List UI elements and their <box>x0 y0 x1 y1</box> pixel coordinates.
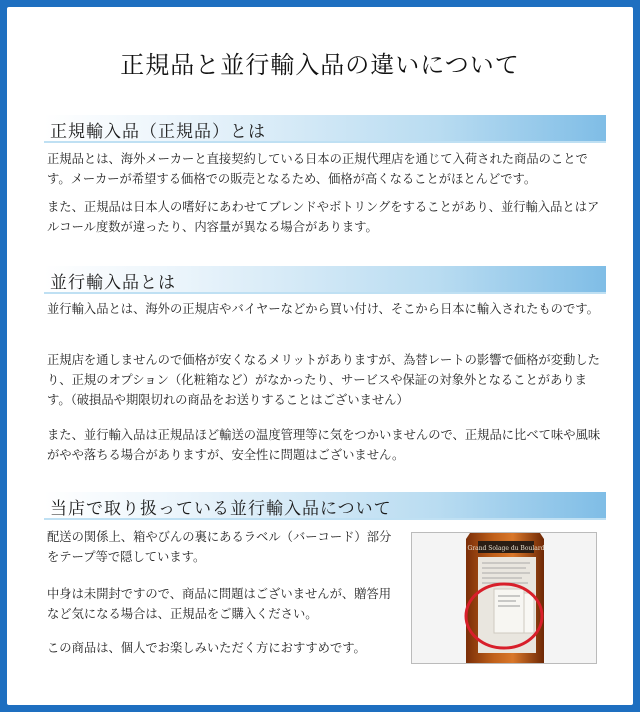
paragraph: また、正規品は日本人の嗜好にあわせてブレンドやボトリングをすることがあり、並行輸入品とはアルコール度数が違ったり、内容量が異なる場合があります。 <box>47 200 600 234</box>
paragraph: また、並行輸入品は正規品ほど輸送の温度管理等に気をつかいませんので、正規品に比べて味や風味がやや落ちる場合がありますが、安全性に問題はございません。 <box>47 428 601 462</box>
paragraph: この商品は、個人でお楽しみいただく方におすすめです。 <box>47 641 366 655</box>
paragraph: 正規店を通しませんので価格が安くなるメリットがありますが、為替レートの影響で価格が変動したり、正規のオプション（化粧箱など）がなかったり、サービスや保証の対象外となることがあります。（破損品や期限切れの商品をお送りすることはございません） <box>47 353 600 407</box>
bottle-label-text: Grand Solage du Boulard <box>467 545 545 552</box>
section-heading-label: 正規輸入品（正規品）とは <box>50 122 266 142</box>
bottle-back-photo <box>411 532 597 664</box>
section-heading-parallel <box>44 266 606 294</box>
paragraph: 正規品とは、海外メーカーと直接契約している日本の正規代理店を通じて入荷された商品のことです。メーカーが希望する価格での販売となるため、価格が高くなることがほとんどです。 <box>47 152 588 186</box>
section-heading-label: 並行輸入品とは <box>50 273 176 293</box>
section-heading-our-store <box>44 492 606 520</box>
page-frame <box>7 7 633 705</box>
bottle-illustration <box>412 533 596 663</box>
paragraph: 中身は未開封ですので、商品に問題はございませんが、贈答用など気になる場合は、正規品をご購入ください。 <box>47 587 392 621</box>
section-heading-label: 当店で取り扱っている並行輸入品について <box>50 499 392 519</box>
paragraph: 並行輸入品とは、海外の正規店やバイヤーなどから買い付け、そこから日本に輸入されたものです。 <box>47 302 599 316</box>
page-title: 正規品と並行輸入品の違いについて <box>120 51 520 79</box>
section-heading-genuine <box>44 115 606 143</box>
paragraph: 配送の関係上、箱やびんの裏にあるラベル（バーコード）部分をテープ等で隠しています。 <box>47 530 392 564</box>
